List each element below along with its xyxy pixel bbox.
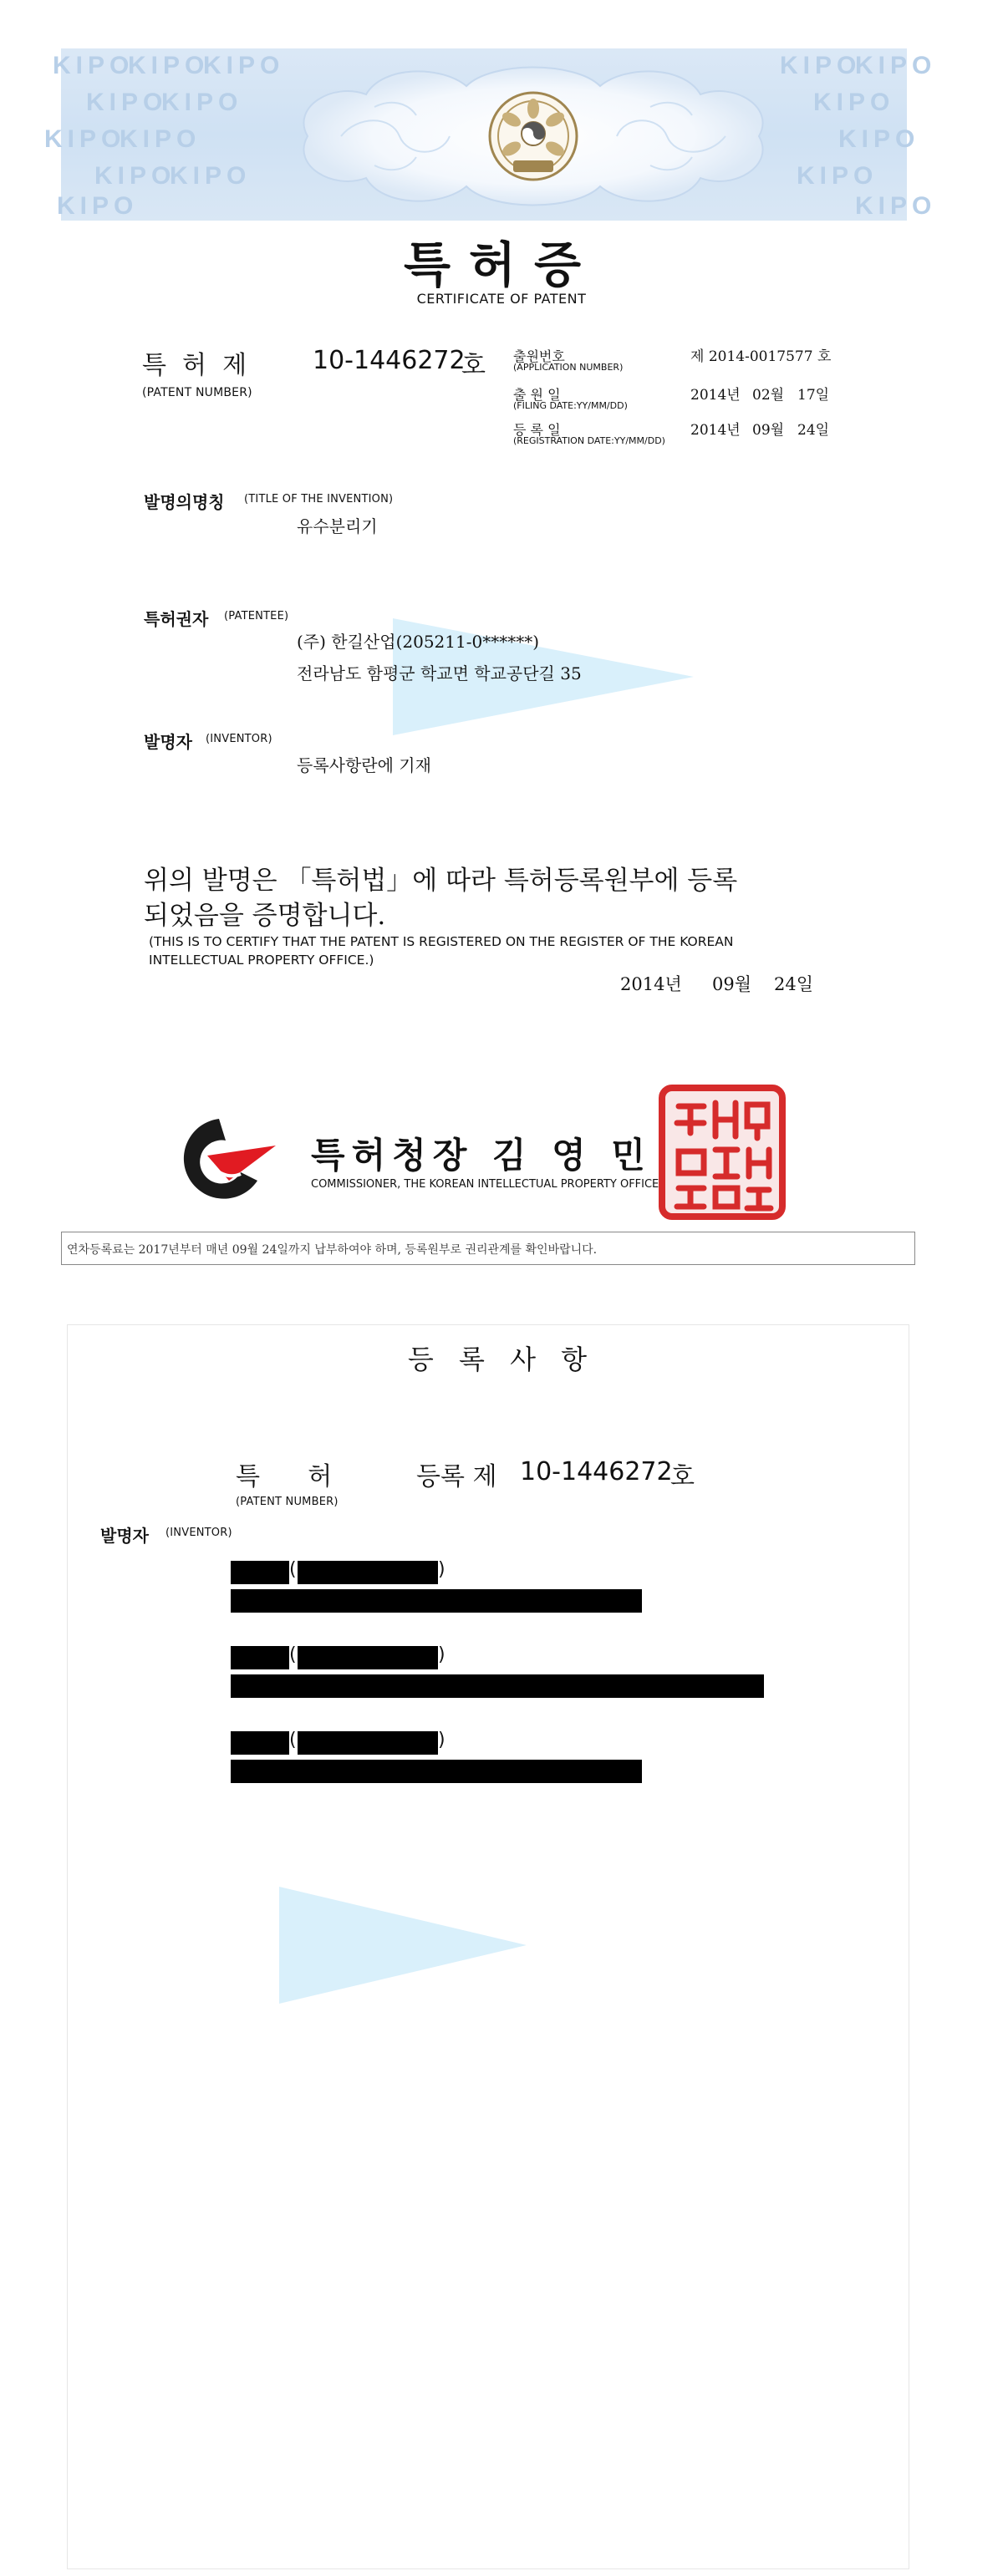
watermark-text: KIPO — [855, 192, 937, 220]
paren-close: ) — [438, 1730, 445, 1750]
redacted-inventor-name — [231, 1731, 289, 1755]
watermark-text: KIPO — [780, 52, 862, 79]
paren-open: ( — [289, 1559, 297, 1580]
patent-number-en: (PATENT NUMBER) — [142, 386, 252, 399]
watermark-text: KIPO — [161, 89, 243, 116]
registration-patent-label: 특 허 — [236, 1462, 333, 1491]
annual-fee-notice-box — [61, 1232, 915, 1265]
watermark-text: KIPO — [53, 52, 135, 79]
filing-day: 17일 — [797, 387, 830, 404]
redacted-inventor-id — [298, 1646, 438, 1669]
certification-day: 24일 — [774, 974, 814, 994]
filing-date-label: 출 원 일 — [513, 387, 561, 403]
watermark-text: KIPO — [813, 89, 895, 116]
inventor-label: 발명자 — [144, 732, 192, 752]
application-label-en: (APPLICATION NUMBER) — [513, 362, 624, 373]
registration-inventor-label-en: (INVENTOR) — [165, 1527, 232, 1539]
commissioner-title-en: COMMISSIONER, THE KOREAN INTELLECTUAL PROPERTY OFFICE — [311, 1178, 659, 1191]
redacted-inventor-name — [231, 1561, 289, 1584]
registration-date-label: 등 록 일 — [513, 422, 561, 438]
registration-number-label: 등록 제 — [416, 1462, 497, 1491]
certificate-subtitle: CERTIFICATE OF PATENT — [416, 291, 587, 307]
filing-month: 02월 — [752, 387, 785, 404]
paren-open: ( — [289, 1644, 297, 1665]
watermark-text: KIPO — [57, 192, 139, 220]
registration-patent-label-en: (PATENT NUMBER) — [236, 1496, 339, 1508]
paren-close: ) — [438, 1559, 445, 1580]
patent-number-label: 특 허 제 — [142, 351, 247, 380]
government-seal-icon — [490, 93, 577, 180]
inventor-value: 등록사항란에 기재 — [297, 755, 431, 775]
patentee-label-en: (PATENTEE) — [224, 610, 289, 622]
registration-day: 24일 — [797, 422, 830, 439]
application-label: 출원번호 — [513, 348, 565, 364]
certification-line-1: 위의 발명은 「특허법」에 따라 특허등록원부에 등록 — [144, 866, 738, 896]
registration-inventor-label: 발명자 — [100, 1526, 149, 1546]
watermark-text: KIPO — [128, 52, 210, 79]
certification-month: 09월 — [712, 974, 752, 994]
watermark-text: KIPO — [797, 162, 878, 190]
certificate-title: 특허증 — [403, 236, 600, 293]
watermark-text: KIPO — [203, 52, 285, 79]
cloud-emblem — [274, 57, 792, 216]
inventor-label-en: (INVENTOR) — [206, 733, 272, 745]
watermark-text: KIPO — [120, 125, 201, 153]
decorative-triangle — [279, 1887, 527, 2004]
certification-line-2: 되었음을 증명합니다. — [144, 901, 386, 931]
redacted-inventor-address — [231, 1674, 764, 1698]
invention-title: 유수분리기 — [297, 516, 378, 536]
patentee-name: (주) 한길산업(205211-0******) — [297, 632, 539, 652]
application-number: 제 2014-0017577 호 — [690, 348, 832, 365]
certification-en-1: (THIS IS TO CERTIFY THAT THE PATENT IS REGISTERED ON THE REGISTER OF THE KOREAN — [149, 934, 734, 949]
commissioner-title: 특허청장 김 영 민 — [311, 1135, 652, 1176]
certification-en-2: INTELLECTUAL PROPERTY OFFICE.) — [149, 953, 374, 968]
patentee-address: 전라남도 함평군 학교면 학교공단길 35 — [297, 663, 582, 683]
header-banner — [44, 48, 937, 221]
registration-number-suffix: 호 — [670, 1462, 695, 1491]
patentee-label: 특허권자 — [144, 609, 209, 629]
watermark-text: KIPO — [86, 89, 168, 116]
invention-label: 발명의명칭 — [144, 492, 225, 512]
watermark-text: KIPO — [170, 162, 252, 190]
registration-date-label-en: (REGISTRATION DATE:YY/MM/DD) — [513, 435, 665, 446]
paren-open: ( — [289, 1730, 297, 1750]
registration-month: 09월 — [752, 422, 785, 439]
registration-number-value: 10-1446272 — [520, 1457, 673, 1486]
watermark-text: KIPO — [838, 125, 920, 153]
registration-year: 2014년 — [690, 422, 741, 439]
redacted-inventor-address — [231, 1589, 642, 1613]
redacted-inventor-address — [231, 1760, 642, 1783]
redacted-inventor-id — [298, 1731, 438, 1755]
official-seal-icon — [657, 1083, 787, 1222]
filing-year: 2014년 — [690, 387, 741, 404]
watermark-text: KIPO — [855, 52, 937, 79]
paren-close: ) — [438, 1644, 445, 1665]
registration-details-title: 등 록 사 항 — [407, 1344, 596, 1375]
kipo-logo-icon — [174, 1115, 277, 1202]
patent-number-value: 10-1446272 — [313, 346, 466, 375]
redacted-inventor-name — [231, 1646, 289, 1669]
patent-number-suffix: 호 — [461, 351, 486, 380]
annual-fee-notice: 연차등록료는 2017년부터 매년 09월 24일까지 납부하여야 하며, 등록원부로 권리관계를 확인바랍니다. — [67, 1243, 598, 1257]
filing-date-label-en: (FILING DATE:YY/MM/DD) — [513, 400, 628, 411]
watermark-text: KIPO — [94, 162, 176, 190]
watermark-text: KIPO — [44, 125, 126, 153]
invention-label-en: (TITLE OF THE INVENTION) — [244, 493, 394, 506]
certification-year: 2014년 — [620, 974, 682, 994]
redacted-inventor-id — [298, 1561, 438, 1584]
